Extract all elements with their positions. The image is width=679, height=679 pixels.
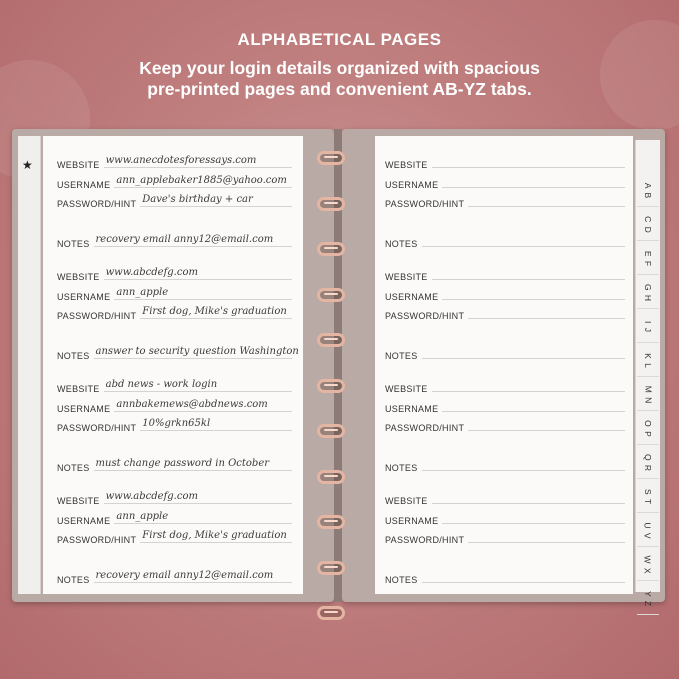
password-field[interactable]	[468, 306, 625, 319]
star-icon: ★	[22, 158, 33, 172]
password-field[interactable]	[140, 194, 292, 207]
website-field[interactable]	[104, 155, 292, 168]
right-username-row	[385, 175, 625, 190]
password-label: PASSWORD/HINT	[57, 535, 137, 545]
right-notes-row	[385, 234, 625, 249]
left-website-row	[57, 267, 292, 282]
username-label: USERNAME	[57, 516, 111, 526]
website-field[interactable]	[432, 155, 625, 168]
notes-field[interactable]	[422, 458, 625, 471]
left-page-margin-strip	[18, 136, 41, 594]
notes-field[interactable]	[94, 458, 292, 471]
password-handwritten-value: 10%grkn65kl	[142, 418, 211, 429]
username-field[interactable]	[114, 399, 292, 412]
website-label: WEBSITE	[385, 384, 428, 394]
username-label: USERNAME	[385, 292, 439, 302]
right-password-row	[385, 530, 625, 545]
tab-wx[interactable]	[637, 550, 659, 581]
notes-field[interactable]	[94, 346, 299, 359]
left-username-row	[57, 511, 292, 526]
binding-ring	[317, 288, 345, 302]
header	[0, 30, 679, 100]
left-password-row	[57, 194, 292, 209]
password-handwritten-value: First dog, Mike's graduation	[142, 530, 287, 541]
website-handwritten-value: abd news - work login	[105, 379, 218, 390]
notes-label: NOTES	[57, 239, 90, 249]
notes-label: NOTES	[385, 463, 418, 473]
left-notes-row	[57, 458, 292, 473]
left-website-row	[57, 491, 292, 506]
notes-handwritten-value: recovery email anny12@email.com	[95, 570, 274, 581]
right-username-row	[385, 511, 625, 526]
left-website-row	[57, 155, 292, 170]
left-notes-row	[57, 570, 292, 585]
subtitle-line-2: pre-printed pages and convenient AB-YZ tabs.	[147, 79, 532, 99]
username-label: USERNAME	[57, 180, 111, 190]
binding-ring	[317, 151, 345, 165]
tab-ab[interactable]	[637, 176, 659, 207]
right-website-row	[385, 155, 625, 170]
page-subtitle	[0, 58, 679, 100]
username-field[interactable]	[114, 287, 292, 300]
tab-label: W X	[643, 555, 653, 575]
notes-label: NOTES	[57, 351, 90, 361]
username-field[interactable]	[114, 175, 292, 188]
alphabet-tab-strip	[635, 140, 660, 608]
username-handwritten-value: ann_apple	[116, 511, 169, 522]
notes-label: NOTES	[385, 575, 418, 585]
binding-ring	[317, 424, 345, 438]
password-field[interactable]	[468, 530, 625, 543]
password-label: PASSWORD/HINT	[385, 535, 465, 545]
left-website-row	[57, 379, 292, 394]
tab-label: A B	[642, 182, 653, 200]
right-username-row	[385, 399, 625, 414]
binding-ring	[317, 197, 345, 211]
binding-ring	[317, 333, 345, 347]
username-label: USERNAME	[385, 516, 439, 526]
password-label: PASSWORD/HINT	[57, 423, 137, 433]
website-label: WEBSITE	[57, 272, 100, 282]
notes-field[interactable]	[422, 346, 625, 359]
username-field[interactable]	[114, 511, 292, 524]
tab-label: G H	[643, 283, 653, 303]
website-handwritten-value: www.anecdotesforessays.com	[105, 155, 257, 166]
website-field[interactable]	[432, 267, 625, 280]
username-label: USERNAME	[57, 292, 111, 302]
website-field[interactable]	[104, 491, 292, 504]
password-label: PASSWORD/HINT	[385, 199, 465, 209]
website-field[interactable]	[432, 379, 625, 392]
binding-ring	[317, 242, 345, 256]
left-username-row	[57, 399, 292, 414]
website-field[interactable]	[432, 491, 625, 504]
password-label: PASSWORD/HINT	[385, 311, 465, 321]
tab-label: S T	[642, 488, 653, 506]
website-label: WEBSITE	[57, 160, 100, 170]
tab-label: O P	[643, 420, 653, 438]
password-field[interactable]	[140, 530, 292, 543]
username-label: USERNAME	[385, 180, 439, 190]
password-field[interactable]	[468, 418, 625, 431]
tab-label: Y Z	[642, 590, 653, 608]
right-website-row	[385, 379, 625, 394]
notes-field[interactable]	[94, 234, 292, 247]
right-password-row	[385, 418, 625, 433]
tab-label: C D	[642, 216, 653, 234]
notes-field[interactable]	[422, 234, 625, 247]
left-notes-row	[57, 346, 299, 361]
tab-label: K L	[642, 353, 653, 369]
username-handwritten-value: ann_apple	[116, 287, 169, 298]
website-field[interactable]	[104, 267, 292, 280]
tab-qr[interactable]	[637, 448, 659, 479]
tab-label: Q R	[643, 453, 653, 473]
left-username-row	[57, 175, 292, 190]
password-handwritten-value: Dave's birthday + car	[142, 194, 253, 205]
right-notes-row	[385, 570, 625, 585]
notes-label: NOTES	[385, 239, 418, 249]
binding-ring	[317, 470, 345, 484]
username-handwritten-value: ann_applebaker1885@yahoo.com	[116, 175, 287, 186]
tab-label: I J	[642, 321, 653, 333]
tab-ef[interactable]	[637, 244, 659, 275]
username-field[interactable]	[442, 175, 625, 188]
right-password-row	[385, 306, 625, 321]
notes-label: NOTES	[57, 575, 90, 585]
tab-op[interactable]	[637, 414, 659, 445]
notes-label: NOTES	[385, 351, 418, 361]
password-field[interactable]	[468, 194, 625, 207]
right-website-row	[385, 267, 625, 282]
right-notes-row	[385, 346, 625, 361]
binding-ring	[317, 561, 345, 575]
tab-label: E F	[642, 250, 653, 268]
password-handwritten-value: First dog, Mike's graduation	[142, 306, 287, 317]
notes-handwritten-value: answer to security question Washington	[95, 346, 299, 357]
tab-mn[interactable]	[637, 380, 659, 411]
username-field[interactable]	[442, 287, 625, 300]
page-title: ALPHABETICAL PAGES	[237, 30, 442, 49]
username-label: USERNAME	[385, 404, 439, 414]
left-notes-row	[57, 234, 292, 249]
binding-ring	[317, 379, 345, 393]
tab-ij[interactable]	[637, 312, 659, 343]
tab-label: M N	[643, 385, 653, 405]
notes-field[interactable]	[94, 570, 292, 583]
right-website-row	[385, 491, 625, 506]
password-label: PASSWORD/HINT	[385, 423, 465, 433]
notes-handwritten-value: recovery email anny12@email.com	[95, 234, 274, 245]
tab-yz[interactable]	[637, 584, 659, 615]
website-label: WEBSITE	[57, 384, 100, 394]
website-label: WEBSITE	[385, 496, 428, 506]
tab-gh[interactable]	[637, 278, 659, 309]
username-handwritten-value: annbakemews@abdnews.com	[116, 399, 268, 410]
left-password-row	[57, 418, 292, 433]
website-label: WEBSITE	[385, 160, 428, 170]
left-password-row	[57, 530, 292, 545]
tab-uv[interactable]	[637, 516, 659, 547]
username-field[interactable]	[442, 399, 625, 412]
right-notes-row	[385, 458, 625, 473]
password-label: PASSWORD/HINT	[57, 199, 137, 209]
password-field[interactable]	[140, 306, 292, 319]
right-username-row	[385, 287, 625, 302]
website-label: WEBSITE	[385, 272, 428, 282]
password-field[interactable]	[140, 418, 292, 431]
tab-cd[interactable]	[637, 210, 659, 241]
website-handwritten-value: www.abcdefg.com	[105, 267, 198, 278]
username-field[interactable]	[442, 511, 625, 524]
tab-st[interactable]	[637, 482, 659, 513]
username-label: USERNAME	[57, 404, 111, 414]
website-handwritten-value: www.abcdefg.com	[105, 491, 198, 502]
notes-handwritten-value: must change password in October	[95, 458, 270, 469]
binding-ring	[317, 515, 345, 529]
subtitle-line-1: Keep your login details organized with spacious	[139, 58, 540, 78]
binding-ring	[317, 606, 345, 620]
password-label: PASSWORD/HINT	[57, 311, 137, 321]
website-label: WEBSITE	[57, 496, 100, 506]
tab-label: U V	[642, 522, 653, 540]
left-username-row	[57, 287, 292, 302]
tab-kl[interactable]	[637, 346, 659, 377]
notes-field[interactable]	[422, 570, 625, 583]
notes-label: NOTES	[57, 463, 90, 473]
right-password-row	[385, 194, 625, 209]
website-field[interactable]	[104, 379, 292, 392]
left-password-row	[57, 306, 292, 321]
